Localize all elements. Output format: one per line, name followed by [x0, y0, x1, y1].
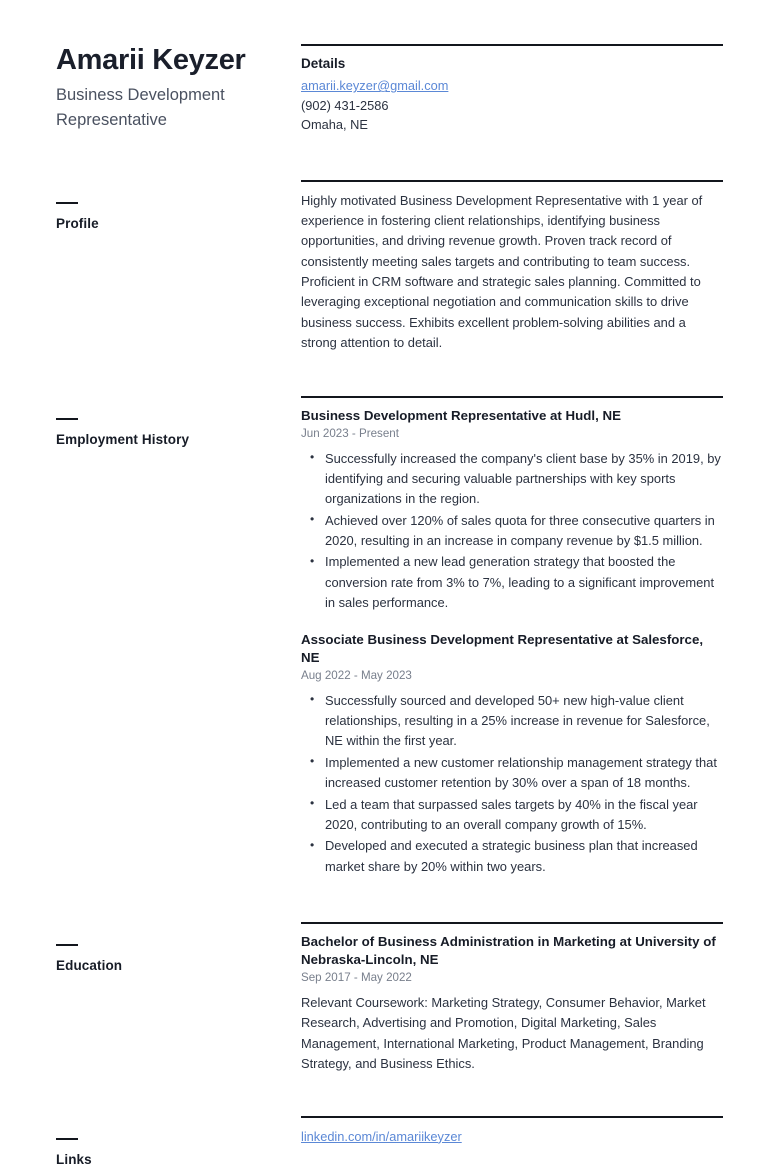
profile-content	[301, 180, 723, 354]
details-phone: (902) 431-2586	[301, 97, 389, 113]
education-entry-title: Bachelor of Business Administration in Marketing at University of Nebraska-Lincoln, NE	[301, 934, 716, 968]
education-entry	[301, 933, 723, 1075]
profile-text: Highly motivated Business Development Representative with 1 year of experience in fostering client relationships, identifying business opportunities, and driving revenue growth. Proven track record of consistently meeting sales targets and contributing to team success. Proficient in CRM software and strategic sales planning. Committed to leveraging exceptional negotiation and communication skills to drive business success. Exhibits excellent problem-solving abilities and a strong attention to detail.	[301, 192, 703, 351]
education-entries	[301, 924, 723, 1075]
links-content	[301, 1116, 723, 1146]
employment-content	[301, 396, 723, 878]
email-link[interactable]: amarii.keyzer@gmail.com	[301, 78, 449, 94]
linkedin-link[interactable]: linkedin.com/in/amariikeyzer	[301, 1128, 462, 1144]
list-item: • Successfully increased the company's client base by 35% in 2019, by identifying and securing valuable partnerships with key sports organizations in the region.	[301, 449, 723, 510]
list-item: • Successfully sourced and developed 50+ new high-value client relationships, resulting in a 25% increase in revenue for Salesforce, NE within the first year.	[301, 691, 723, 752]
details-block	[301, 44, 723, 135]
section-label-profile: Profile	[56, 215, 99, 231]
education-entry-description: Relevant Coursework: Marketing Strategy, Consumer Behavior, Market Research, Advertising and Promotion, Digital Marketing, Sales Management, International Marketing, Product Management, Branding Strategy, and Business Ethics.	[301, 995, 706, 1072]
education-entry-date: Sep 2017 - May 2022	[301, 971, 412, 985]
header-identity	[56, 44, 301, 132]
education-content	[301, 922, 723, 1075]
employment-entry-bullets	[301, 691, 723, 878]
list-item: • Led a team that surpassed sales targets by 40% in the fiscal year 2020, contributing to an overall company growth of 15%.	[301, 795, 723, 836]
employment-entries	[301, 398, 723, 877]
section-label-education: Education	[56, 958, 123, 974]
education-section	[56, 922, 723, 1075]
list-item: • Implemented a new lead generation strategy that boosted the conversion rate from 3% to 7%, leading to a significant improvement in sales performance.	[301, 552, 723, 613]
links-section	[56, 1116, 723, 1168]
profile-label-wrap	[56, 180, 301, 233]
profile-text-wrap	[301, 182, 723, 354]
employment-entry-bullets	[301, 449, 723, 614]
employment-entry-date: Jun 2023 - Present	[301, 426, 399, 440]
page-title: Amarii Keyzer	[56, 44, 246, 76]
employment-entry-title: Associate Business Development Representative at Salesforce, NE	[301, 631, 704, 665]
education-label-wrap	[56, 922, 301, 975]
details-email-row	[301, 76, 723, 95]
links-list	[301, 1118, 723, 1146]
section-label-employment: Employment History	[56, 431, 190, 447]
list-item: • Implemented a new customer relationship management strategy that increased customer retention by 30% over a span of 18 months.	[301, 753, 723, 794]
employment-entry-date: Aug 2022 - May 2023	[301, 668, 412, 682]
profile-label-rule	[56, 202, 78, 204]
profile-section	[56, 180, 723, 354]
header-section	[56, 44, 723, 135]
employment-entry	[301, 407, 723, 614]
details-location: Omaha, NE	[301, 117, 368, 133]
list-item: • Developed and executed a strategic business plan that increased market share by 20% within two years.	[301, 836, 723, 877]
section-label-links: Links	[56, 1151, 92, 1167]
links-label-rule	[56, 1138, 78, 1140]
employment-label-wrap	[56, 396, 301, 449]
links-label-wrap	[56, 1116, 301, 1168]
employment-entry	[301, 631, 723, 877]
details-divider	[301, 44, 723, 46]
details-heading: Details	[301, 56, 346, 71]
employment-entry-title: Business Development Representative at Hudl, NE	[301, 407, 621, 423]
employment-label-rule	[56, 418, 78, 420]
header-job-title: Business Development Representative	[56, 86, 225, 129]
education-label-rule	[56, 944, 78, 946]
list-item: • Achieved over 120% of sales quota for three consecutive quarters in 2020, resulting in an increase in company revenue by $1.5 million.	[301, 511, 723, 552]
employment-section	[56, 396, 723, 878]
